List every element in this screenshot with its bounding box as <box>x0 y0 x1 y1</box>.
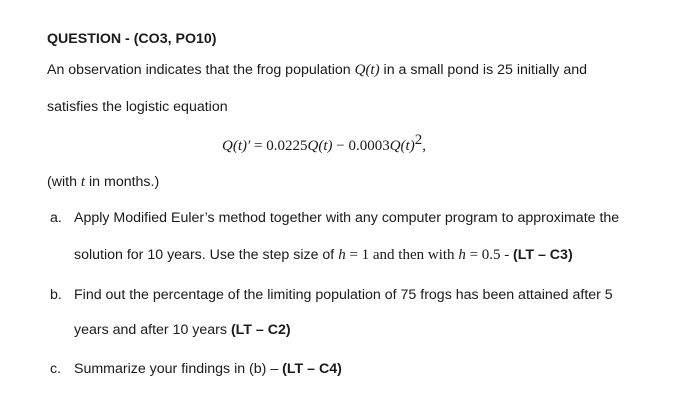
intro-text-a: An observation indicates that the frog population <box>47 62 355 78</box>
equation-tail: , <box>422 138 426 154</box>
part-b-text-a: years and after 10 years <box>74 322 231 338</box>
note-text-b: in months.) <box>85 174 160 190</box>
part-c-line-1 <box>74 360 342 378</box>
part-a-line-1: Apply Modified Euler’s method together with any computer program to approximate the <box>74 210 620 226</box>
equation-q2: Q(t) <box>389 138 415 154</box>
note-text-a: (with <box>47 174 81 190</box>
part-a-line-2 <box>74 246 573 264</box>
part-b-line-2 <box>74 321 291 339</box>
part-a-text-c: = 0.5 - <box>465 247 514 263</box>
part-b-letter: b. <box>50 287 62 303</box>
part-c-letter: c. <box>50 361 62 377</box>
part-b-tag: (LT – C2) <box>230 322 291 338</box>
note-variable: t <box>80 174 86 190</box>
intro-variable: Q(t) <box>354 62 380 78</box>
equation-exponent: 2 <box>414 132 423 148</box>
part-c-text-a: Summarize your findings in (b) – <box>74 361 283 377</box>
intro-line-1 <box>47 61 587 79</box>
time-unit-note <box>47 173 159 191</box>
step-size-var-2: h <box>458 247 466 263</box>
equation-rhs-a: = 0.0225 <box>250 138 308 154</box>
equation-lhs: Q(t)′ <box>222 138 251 154</box>
part-a-letter: a. <box>50 210 62 226</box>
part-a-text-a: solution for 10 years. Use the step size of <box>74 247 339 263</box>
equation-q1: Q(t) <box>307 138 333 154</box>
logistic-equation <box>222 132 426 155</box>
intro-text-b: in a small pond is 25 initially and <box>379 62 588 78</box>
equation-rhs-b: − 0.0003 <box>332 138 390 154</box>
part-c-tag: (LT – C4) <box>282 361 342 377</box>
question-heading: QUESTION - (CO3, PO10) <box>47 31 217 47</box>
intro-line-2: satisfies the logistic equation <box>47 99 228 115</box>
step-size-var-1: h <box>338 247 346 263</box>
part-b-line-1: Find out the percentage of the limiting population of 75 frogs has been attained after 5 <box>74 287 613 303</box>
part-a-tag: (LT – C3) <box>513 247 573 263</box>
part-a-text-b: = 1 and then with <box>345 247 459 263</box>
